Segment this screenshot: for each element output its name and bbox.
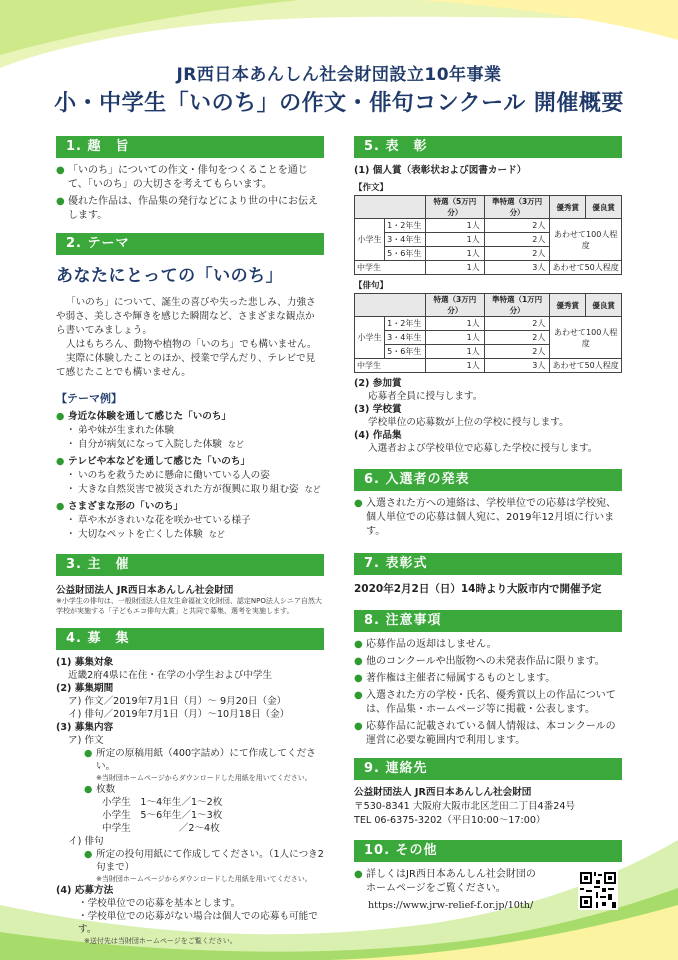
table-cell: 中学生 (355, 359, 426, 373)
table-cell: 5・6年生 (385, 247, 426, 261)
notice-bullet: ● 他のコンクールや出版物への未発表作品に限ります。 (354, 655, 622, 669)
example-item: ・ 草や木がきれいな花を咲かせている様子 (56, 514, 324, 528)
apply-method-label: (4) 応募方法 (56, 885, 114, 896)
table-row (355, 261, 622, 275)
essay-table-label: 【作文】 (354, 183, 389, 193)
recruit-haiku-paper: ● 所定の投句用紙にて作成してください。（1人につき2句まで） (56, 848, 324, 874)
table-cell: あわせて50人程度 (550, 359, 622, 373)
section-heading-purpose: 1. 趣 旨 (56, 136, 324, 158)
apply-method-note: ※送付先は当財団ホームページをご覧ください。 (84, 937, 237, 945)
table-cell: あわせて50人程度 (550, 261, 622, 275)
purpose-bullet: ● 優れた作品は、作品集の発行などにより世の中にお伝えします。 (56, 195, 324, 223)
section-heading-announcement: 6. 入選者の発表 (354, 469, 622, 491)
right-column (354, 136, 622, 913)
example-category: ● テレビや本などを通して感じた「いのち」 (56, 455, 324, 469)
table-header-cell: 優良賞 (586, 196, 622, 219)
section-heading-other: 10. その他 (354, 840, 622, 862)
other-block (354, 868, 622, 913)
section-heading-contact: 9. 連絡先 (354, 758, 622, 780)
section-heading-recruitment: 4. 募 集 (56, 628, 324, 650)
section-heading-theme: 2. テーマ (56, 233, 324, 255)
table-cell: 3・4年生 (385, 233, 426, 247)
example-category: ● さまざまな形の「いのち」 (56, 500, 324, 514)
table-header-row (355, 196, 622, 219)
table-cell: 2人 (484, 247, 550, 261)
table-cell: 1人 (425, 247, 484, 261)
apply-method-line: ・学校単位での応募がない場合は個人での応募も可能です。 (78, 911, 318, 935)
school-award-label: (3) 学校賞 (354, 404, 402, 415)
announcement-bullet: ● 入選された方への連絡は、学校単位での応募は学校宛、個人単位での応募は個人宛に、2019年12月頃に行います。 (354, 497, 622, 539)
other-bullet: ● 詳しくはJR西日本あんしん社会財団のホームページをご覧ください。 (354, 868, 542, 896)
table-row (355, 359, 622, 373)
example-item-text: 大きな自然災害で被災された方が復興に取り組む姿 (78, 484, 299, 495)
example-item (56, 528, 324, 542)
participation-award-label: (2) 参加賞 (354, 378, 402, 389)
table-cell: 小学生 (355, 317, 385, 359)
table-cell: 1人 (425, 331, 484, 345)
table-cell: 3・4年生 (385, 331, 426, 345)
essay-award-table (354, 195, 622, 275)
left-column (56, 136, 324, 946)
table-cell: 3人 (484, 261, 550, 275)
table-cell: 1人 (425, 261, 484, 275)
table-cell: あわせて100人程度 (550, 317, 622, 359)
table-header-cell: 準特選（3万円分） (484, 196, 550, 219)
recruit-haiku-note: ※当財団ホームページからダウンロードした用紙を用いてください。 (96, 875, 312, 883)
theme-examples-heading: 【テーマ例】 (56, 392, 122, 405)
section-heading-ceremony: 7. 表彰式 (354, 553, 622, 575)
section-heading-notes: 8. 注意事項 (354, 610, 622, 632)
table-header-cell (355, 294, 426, 317)
table-header-cell: 特選（3万円分） (425, 294, 484, 317)
table-cell: 1人 (425, 345, 484, 359)
table-header-cell: 優秀賞 (550, 294, 586, 317)
example-nado: など (304, 485, 321, 494)
example-nado: など (208, 530, 225, 539)
recruit-target: 近畿2府4県に在住・在学の小学生および中学生 (68, 670, 273, 681)
participation-award-text: 応募者全員に授与します。 (368, 391, 483, 402)
table-cell: 1人 (425, 233, 484, 247)
recruit-haiku-label: イ) 俳句 (68, 836, 104, 847)
example-item (56, 438, 324, 452)
recruit-content-label: (3) 募集内容 (56, 722, 114, 733)
table-row (355, 219, 622, 233)
recruit-period-essay: ア) 作文／2019年7月1日（月）～ 9月20日（金） (68, 696, 287, 707)
example-item (56, 483, 324, 497)
table-cell: 1人 (425, 219, 484, 233)
haiku-award-table (354, 293, 622, 373)
page-title: 小・中学生「いのち」の作文・俳句コンクール 開催概要 (54, 91, 624, 116)
table-cell: あわせて100人程度 (550, 219, 622, 261)
section-heading-awards: 5. 表 彰 (354, 136, 622, 158)
contact-address: 〒530-8341 大阪府大阪市北区芝田二丁目4番24号 (354, 801, 576, 812)
purpose-bullet: ● 「いのち」についての作文・俳句をつくることを通じて、「いのち」の大切さを考えてもらいます。 (56, 164, 324, 192)
anthology-label: (4) 作品集 (354, 430, 402, 441)
recruit-pages-row: 小学生 1～4年生／1～2枚 (102, 797, 223, 808)
theme-title: あなたにとっての「いのち」 (56, 266, 284, 286)
example-item-text: 自分が病気になって入院した体験 (78, 439, 222, 450)
table-header-cell: 準特選（1万円分） (484, 294, 550, 317)
table-header-row (355, 294, 622, 317)
organizer-name: 公益財団法人 JR西日本あんしん社会財団 (56, 585, 234, 596)
haiku-table-label: 【俳句】 (354, 281, 389, 291)
table-row (355, 317, 622, 331)
website-link[interactable]: https://www.jrw-relief-f.or.jp/10th/ (368, 900, 534, 911)
table-cell: 2人 (484, 219, 550, 233)
notice-bullet: ● 応募作品に記載されている個人情報は、本コンクールの運営に必要な範囲内で利用します。 (354, 720, 622, 748)
contact-phone: TEL 06-6375-3202（平日10:00～17:00） (354, 815, 546, 826)
table-header-cell: 特選（5万円分） (425, 196, 484, 219)
table-cell: 1・2年生 (385, 317, 426, 331)
recruit-essay-pages-label: ● 枚数 (56, 783, 324, 796)
notice-bullet: ● 応募作品の返却はしません。 (354, 638, 622, 652)
notice-bullet: ● 入選された方の学校・氏名、優秀賞以上の作品については、作品集・ホームページ等に掲載・公表します。 (354, 689, 622, 717)
ceremony-date: 2020年2月2日（日）14時より大阪市内で開催予定 (354, 583, 602, 595)
apply-method-line: ・学校単位での応募を基本とします。 (78, 898, 241, 909)
table-cell: 2人 (484, 331, 550, 345)
table-header-cell: 優秀賞 (550, 196, 586, 219)
table-cell: 小学生 (355, 219, 385, 261)
table-cell: 2人 (484, 317, 550, 331)
notice-bullet: ● 著作権は主催者に帰属するものとします。 (354, 672, 622, 686)
contact-org: 公益財団法人 JR西日本あんしん社会財団 (354, 787, 532, 798)
section-heading-organizer: 3. 主 催 (56, 554, 324, 576)
recruit-period-haiku: イ) 俳句／2019年7月1日（月）～10月18日（金） (68, 709, 290, 720)
table-header-cell (355, 196, 426, 219)
example-item: ・ 弟や妹が生まれた体験 (56, 424, 324, 438)
table-header-cell: 優良賞 (586, 294, 622, 317)
table-cell: 2人 (484, 233, 550, 247)
example-item-text: 大切なペットを亡くした体験 (78, 529, 203, 540)
anthology-text: 入選者および学校単位で応募した学校に授与します。 (368, 443, 598, 454)
recruit-essay-paper: ● 所定の原稿用紙（400字詰め）にて作成してください。 (56, 747, 324, 773)
individual-award-label: (1) 個人賞（表彰状および図書カード） (354, 165, 527, 176)
theme-paragraph: 人はもちろん、動物や植物の「いのち」でも構いません。 (66, 339, 317, 350)
table-cell: 1人 (425, 359, 484, 373)
table-cell: 中学生 (355, 261, 426, 275)
recruit-period-label: (2) 募集期間 (56, 683, 114, 694)
table-cell: 2人 (484, 345, 550, 359)
recruit-pages-row: 中学生 ／2～4枚 (102, 823, 220, 834)
theme-paragraph: 「いのち」について、誕生の喜びや失った悲しみ、力強さや弱さ、美しさや輝きを感じた瞬間など、さまざまな観点から書いてみましょう。 (56, 297, 316, 336)
recruit-essay-note: ※当財団ホームページからダウンロードした用紙を用いてください。 (96, 774, 312, 782)
table-cell: 1人 (425, 317, 484, 331)
school-award-text: 学校単位の応募数が上位の学校に授与します。 (368, 417, 569, 428)
recruit-pages-row: 小学生 5～6年生／1～3枚 (102, 810, 223, 821)
example-category: ● 身近な体験を通して感じた「いのち」 (56, 410, 324, 424)
recruit-target-label: (1) 募集対象 (56, 657, 114, 668)
qr-code-icon[interactable] (578, 870, 618, 910)
example-nado: など (227, 440, 244, 449)
organizer-note: ※小学生の俳句は、一般財団法人住友生命福祉文化財団、認定NPO法人シニア自然大学校が実施する「子どもエコ俳句大賞」と共同で募集、選考を実施します。 (56, 597, 322, 615)
recruit-essay-label: ア) 作文 (68, 735, 104, 746)
theme-paragraph: 実際に体験したことのほか、授業で学んだり、テレビで見て感じたことでも構いません。 (56, 353, 316, 378)
table-cell: 1・2年生 (385, 219, 426, 233)
example-item: ・ いのちを救うために懸命に働いている人の姿 (56, 469, 324, 483)
table-cell: 3人 (484, 359, 550, 373)
event-subtitle: JR西日本あんしん社会財団設立10年事業 (176, 65, 502, 85)
table-cell: 5・6年生 (385, 345, 426, 359)
